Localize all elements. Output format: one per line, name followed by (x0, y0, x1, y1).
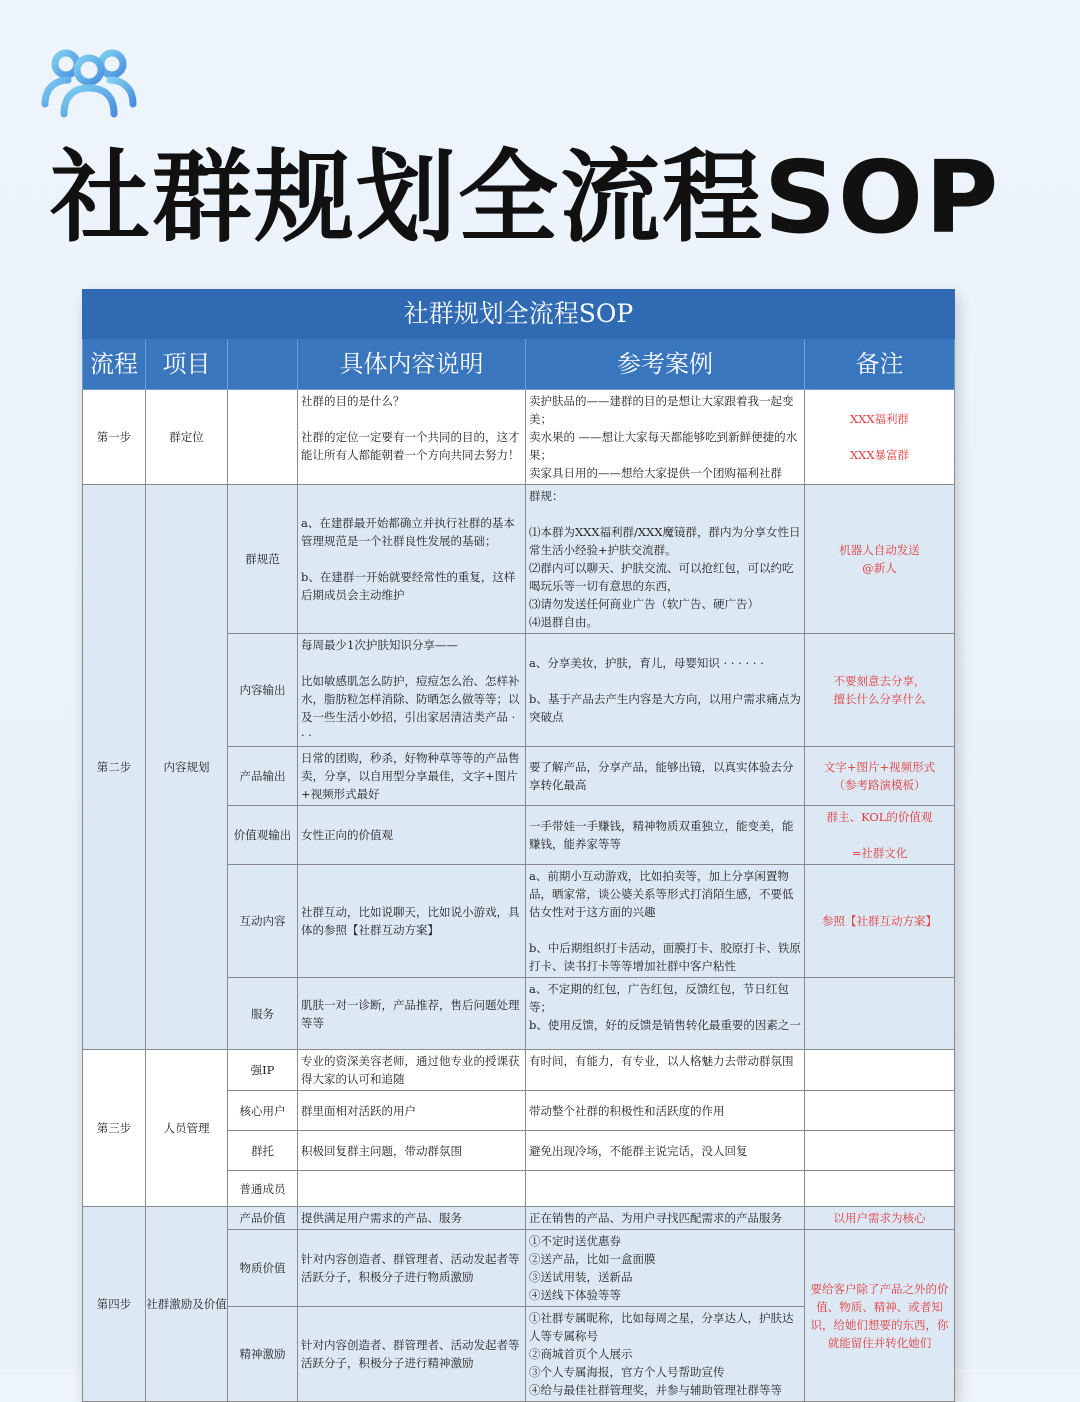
step-cell: 第二步 (83, 485, 146, 1050)
table-row (83, 390, 955, 485)
sub-item-cell: 产品输出 (228, 747, 298, 806)
content-cell: 每周最少1次护肤知识分享—— 比如敏感肌怎么防护，痘痘怎么治、怎样补水，脂肪粒怎样消除、防晒怎么做等等；以及一些生活小妙招，引出家居清洁类产品 · · · (298, 634, 526, 747)
sub-item-cell: 内容输出 (228, 634, 298, 747)
content-cell (298, 1171, 526, 1207)
content-cell: 社群的目的是什么？ 社群的定位一定要有一个共同的目的，这才能让所有人都能朝着一个方向共同去努力！ (298, 390, 526, 485)
sub-item-cell: 价值观输出 (228, 806, 298, 865)
sub-item-cell: 群托 (228, 1131, 298, 1171)
note-cell (805, 1171, 955, 1207)
content-cell: 日常的团购，秒杀，好物种草等等的产品售卖，分享，以自用型分享最佳，文字+图片+视频形式最好 (298, 747, 526, 806)
project-cell: 人员管理 (146, 1050, 228, 1207)
case-cell: 带动整个社群的积极性和活跃度的作用 (526, 1091, 805, 1131)
case-cell: ①不定时送优惠券 ②送产品，比如一盒面膜 ③送试用装，送新品 ④送线下体验等等 (526, 1230, 805, 1307)
header-project: 项目 (146, 339, 228, 390)
content-cell: 专业的资深美容老师，通过他专业的授课获得大家的认可和追随 (298, 1050, 526, 1091)
content-cell: 提供满足用户需求的产品、服务 (298, 1207, 526, 1230)
note-cell (805, 1050, 955, 1091)
case-cell: 卖护肤品的——建群的目的是想让大家跟着我一起变美； 卖水果的 ——想让大家每天都能够吃到新鲜便捷的水果； 卖家具日用的——想给大家提供一个团购福利社群 (526, 390, 805, 485)
sub-item-cell: 精神激励 (228, 1307, 298, 1402)
sub-item-cell: 互动内容 (228, 865, 298, 978)
note-cell (805, 978, 955, 1050)
case-cell: ①社群专属昵称，比如每周之星，分享达人，护肤达人等专属称号 ②商城首页个人展示 ③个人专属海报，官方个人号帮助宣传 ④给与最佳社群管理奖，并参与辅助管理社群等等 (526, 1307, 805, 1402)
content-cell: 群里面相对活跃的用户 (298, 1091, 526, 1131)
note-cell: 机器人自动发送 @新人 (805, 485, 955, 634)
case-cell: 要了解产品，分享产品，能够出镜，以真实体验去分享转化最高 (526, 747, 805, 806)
header-content: 具体内容说明 (298, 339, 526, 390)
sub-item-cell: 物质价值 (228, 1230, 298, 1307)
note-cell: 要给客户除了产品之外的价值、物质、精神、或者知识，给她们想要的东西，你就能留住并转化她们 (805, 1230, 955, 1402)
people-group-icon (40, 44, 138, 118)
case-cell: 群规： ⑴本群为XXX福利群/XXX魔镜群，群内为分享女性日常生活小经验+护肤交流群。 ⑵群内可以聊天、护肤交流、可以抢红包，可以约吃喝玩乐等一切有意思的东西， ⑶请勿发送任何商业广告（软广告、硬广告） ⑷退群自由。 (526, 485, 805, 634)
header-process: 流程 (83, 339, 146, 390)
header-blank (228, 339, 298, 390)
content-cell: 社群互动，比如说聊天，比如说小游戏，具体的参照【社群互动方案】 (298, 865, 526, 978)
sop-table (82, 289, 955, 1402)
sub-item-cell: 普通成员 (228, 1171, 298, 1207)
note-cell: 以用户需求为核心 (805, 1207, 955, 1230)
sub-item-cell: 强IP (228, 1050, 298, 1091)
content-cell: 积极回复群主问题，带动群氛围 (298, 1131, 526, 1171)
table-row (83, 485, 955, 634)
content-cell: 女性正向的价值观 (298, 806, 526, 865)
note-cell: XXX福利群 XXX暴富群 (805, 390, 955, 485)
case-cell: a、分享美妆，护肤，育儿，母婴知识 · · · · · · b、基于产品去产生内容是大方向，以用户需求痛点为突破点 (526, 634, 805, 747)
project-cell: 内容规划 (146, 485, 228, 1050)
note-cell: 不要刻意去分享， 擅长什么分享什么 (805, 634, 955, 747)
step-cell: 第四步 (83, 1207, 146, 1402)
case-cell: 避免出现冷场，不能群主说完话，没人回复 (526, 1131, 805, 1171)
case-cell: 一手带娃一手赚钱，精神物质双重独立，能变美，能赚钱，能养家等等 (526, 806, 805, 865)
sop-table-sheet (82, 289, 954, 1402)
table-row (83, 1050, 955, 1091)
note-cell (805, 1131, 955, 1171)
table-title: 社群规划全流程SOP (83, 290, 955, 339)
content-cell: 针对内容创造者、群管理者、活动发起者等活跃分子，积极分子进行精神激励 (298, 1307, 526, 1402)
content-cell: a、在建群最开始都确立并执行社群的基本管理规范是一个社群良性发展的基础； b、在建群一开始就要经常性的重复，这样后期成员会主动维护 (298, 485, 526, 634)
case-cell (526, 1171, 805, 1207)
case-cell: a、不定期的红包，广告红包，反馈红包，节日红包等； b、使用反馈，好的反馈是销售转化最重要的因素之一 (526, 978, 805, 1050)
content-cell: 针对内容创造者、群管理者、活动发起者等活跃分子，积极分子进行物质激励 (298, 1230, 526, 1307)
note-cell (805, 1091, 955, 1131)
note-cell: 参照【社群互动方案】 (805, 865, 955, 978)
note-cell: 文字+图片+视频形式 （参考路演模板） (805, 747, 955, 806)
sub-item-cell: 核心用户 (228, 1091, 298, 1131)
sub-item-cell: 产品价值 (228, 1207, 298, 1230)
case-cell: a、前期小互动游戏，比如拍卖等，加上分享闲置物品，晒家常，谈公婆关系等形式打消陌生感，不要低估女性对于这方面的兴趣 b、中后期组织打卡活动，面膜打卡、胶原打卡、铁原打卡、读书打卡等等增加社群中客户粘性 (526, 865, 805, 978)
sub-item-cell: 服务 (228, 978, 298, 1050)
sub-item-cell: 群规范 (228, 485, 298, 634)
case-cell: 正在销售的产品、为用户寻找匹配需求的产品服务 (526, 1207, 805, 1230)
note-cell: 群主、KOL的价值观 =社群文化 (805, 806, 955, 865)
case-cell: 有时间，有能力，有专业，以人格魅力去带动群氛围 (526, 1050, 805, 1091)
project-cell: 群定位 (146, 390, 228, 485)
sub-item-cell (228, 390, 298, 485)
step-cell: 第一步 (83, 390, 146, 485)
step-cell: 第三步 (83, 1050, 146, 1207)
page-title: 社群规划全流程SOP (50, 139, 1001, 256)
table-row (83, 1207, 955, 1230)
content-cell: 肌肤一对一诊断，产品推荐，售后问题处理等等 (298, 978, 526, 1050)
header-note: 备注 (805, 339, 955, 390)
project-cell: 社群激励及价值 (146, 1207, 228, 1402)
header-case: 参考案例 (526, 339, 805, 390)
